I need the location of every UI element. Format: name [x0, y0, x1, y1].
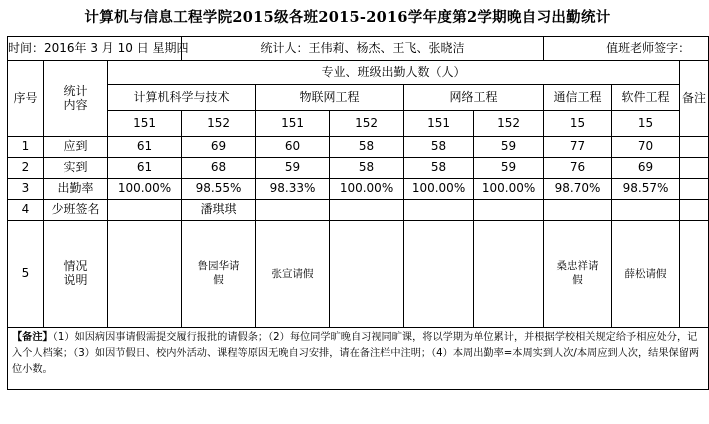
remark-note [8, 328, 709, 390]
attendance-table [7, 36, 709, 390]
major-iot: 物联网工程 [256, 85, 404, 111]
note-row [8, 328, 709, 390]
value-cell: 61 [108, 137, 182, 158]
class-cell: 15 [612, 111, 680, 137]
table-row [8, 158, 709, 179]
situation-label [44, 221, 108, 328]
value-cell [544, 200, 612, 221]
major-comm: 通信工程 [544, 85, 612, 111]
situation-cell [256, 221, 330, 328]
stat-header [44, 61, 108, 137]
value-cell: 100.00% [108, 179, 182, 200]
class-cell: 151 [404, 111, 474, 137]
remark-note-label: 【备注】 [12, 332, 53, 343]
teacher-sign-cell: 值班老师签字： [544, 37, 709, 61]
value-cell: 69 [612, 158, 680, 179]
class-cell: 15 [544, 111, 612, 137]
situation-note: 鲁园华请假 [197, 260, 240, 286]
value-cell: 58 [404, 137, 474, 158]
situation-note: 张宣请假 [271, 267, 314, 280]
situation-row [8, 221, 709, 328]
row-label: 实到 [44, 158, 108, 179]
value-cell: 100.00% [330, 179, 404, 200]
value-cell: 98.33% [256, 179, 330, 200]
seq-header: 序号 [8, 61, 44, 137]
table-row [8, 179, 709, 200]
value-cell: 58 [330, 158, 404, 179]
situation-cell [108, 221, 182, 328]
value-cell: 98.70% [544, 179, 612, 200]
counter-cell: 统计人：王伟莉、杨杰、王飞、张晓洁 [182, 37, 544, 61]
situation-note: 桑忠祥请假 [556, 260, 599, 286]
row-seq: 3 [8, 179, 44, 200]
row-label: 少班签名 [44, 200, 108, 221]
value-cell [330, 200, 404, 221]
situation-label-line2: 说明 [63, 273, 88, 287]
situation-cell [182, 221, 256, 328]
value-cell: 68 [182, 158, 256, 179]
signature-cell: 潘琪琪 [182, 200, 256, 221]
value-cell: 58 [330, 137, 404, 158]
situation-cell [330, 221, 404, 328]
time-cell: 时间：2016年 3 月 10 日 星期四 [8, 37, 182, 61]
value-cell: 76 [544, 158, 612, 179]
group-title: 专业、班级出勤人数（人） [108, 61, 680, 85]
situation-cell [404, 221, 474, 328]
sheet-title: 计算机与信息工程学院2015级各班2015-2016学年度第2学期晚自习出勤统计 [84, 9, 611, 26]
value-cell: 70 [612, 137, 680, 158]
row-seq: 1 [8, 137, 44, 158]
class-cell: 151 [108, 111, 182, 137]
table-row [8, 137, 709, 158]
table-row [8, 200, 709, 221]
remark-cell [680, 221, 709, 328]
value-cell [256, 200, 330, 221]
remark-cell [680, 200, 709, 221]
situation-cell [474, 221, 544, 328]
value-cell: 60 [256, 137, 330, 158]
value-cell: 58 [404, 158, 474, 179]
class-cell: 152 [182, 111, 256, 137]
situation-label-line1: 情况 [63, 259, 88, 274]
majors-row [8, 85, 709, 111]
value-cell: 69 [182, 137, 256, 158]
class-row [8, 111, 709, 137]
value-cell [612, 200, 680, 221]
situation-cell [612, 221, 680, 328]
value-cell [108, 200, 182, 221]
value-cell [404, 200, 474, 221]
value-cell: 100.00% [404, 179, 474, 200]
major-software: 软件工程 [612, 85, 680, 111]
major-network: 网络工程 [404, 85, 544, 111]
info-row [8, 37, 709, 61]
remark-header: 备注 [680, 61, 709, 137]
value-cell: 61 [108, 158, 182, 179]
value-cell: 59 [474, 158, 544, 179]
major-cs: 计算机科学与技术 [108, 85, 256, 111]
remark-cell [680, 179, 709, 200]
group-header-row [8, 61, 709, 85]
row-seq: 5 [8, 221, 44, 328]
remark-note-text: （1）如因病因事请假需提交履行报批的请假条；（2）每位同学旷晚自习视同旷课，将以学期为单位累计，并根据学校相关规定给予相应处分，记入个人档案；（3）如因节假日、校内外活动、课程等原因无晚自习安排，请在备注栏中注明；（4）本周出勤率=本周实到人次/本周应到人次，结果保留两位小数。 [12, 332, 700, 375]
value-cell: 98.57% [612, 179, 680, 200]
class-cell: 152 [474, 111, 544, 137]
value-cell: 100.00% [474, 179, 544, 200]
row-label: 出勤率 [44, 179, 108, 200]
situation-cell [544, 221, 612, 328]
row-label: 应到 [44, 137, 108, 158]
remark-cell [680, 137, 709, 158]
class-cell: 151 [256, 111, 330, 137]
row-seq: 4 [8, 200, 44, 221]
situation-note: 薛松请假 [624, 267, 667, 280]
value-cell: 98.55% [182, 179, 256, 200]
remark-cell [680, 158, 709, 179]
row-seq: 2 [8, 158, 44, 179]
value-cell: 59 [256, 158, 330, 179]
value-cell [474, 200, 544, 221]
value-cell: 77 [544, 137, 612, 158]
stat-header-line1: 统计 [63, 83, 88, 98]
value-cell: 59 [474, 137, 544, 158]
stat-header-line2: 内容 [63, 97, 88, 112]
class-cell: 152 [330, 111, 404, 137]
